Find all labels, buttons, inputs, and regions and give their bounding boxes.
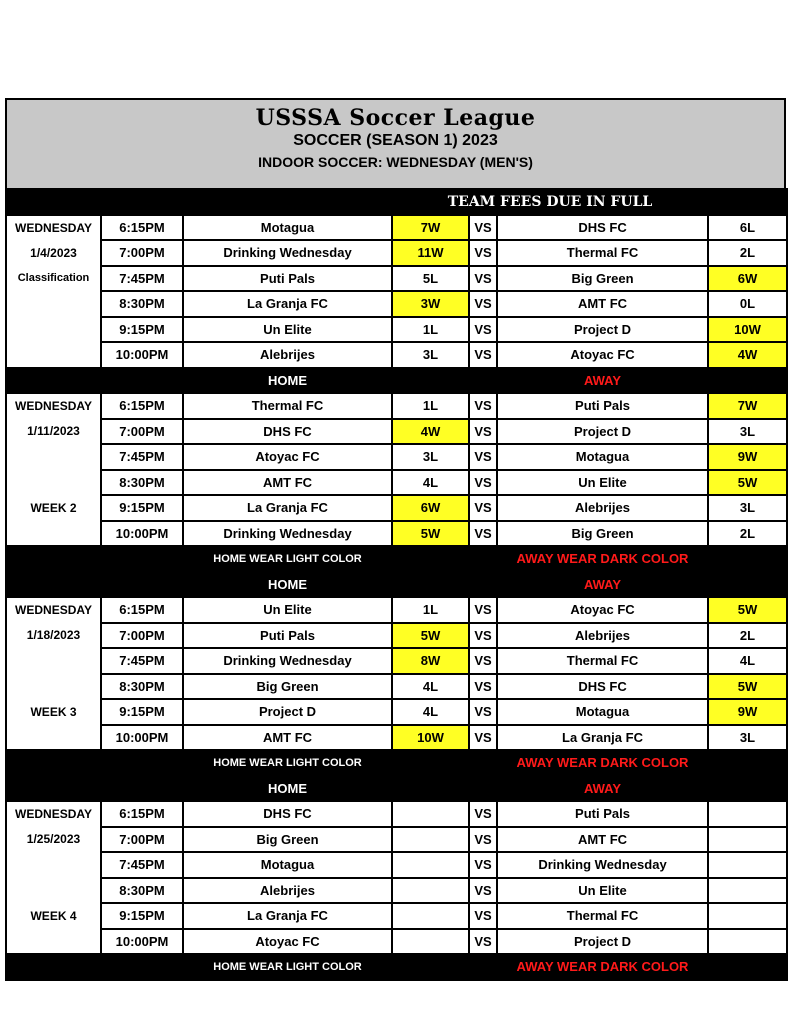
away-score	[708, 878, 787, 904]
versus: VS	[469, 444, 497, 470]
home-score: 6W	[392, 495, 469, 521]
home-score	[392, 929, 469, 955]
away-team: Thermal FC	[497, 240, 708, 266]
away-team: Puti Pals	[497, 801, 708, 827]
away-team: Big Green	[497, 521, 708, 547]
away-label: AWAY	[497, 776, 708, 802]
game-row	[6, 342, 787, 368]
spacer	[392, 368, 469, 394]
spacer	[101, 750, 183, 776]
day-cell	[6, 521, 101, 547]
home-score: 4W	[392, 419, 469, 445]
home-score: 5L	[392, 266, 469, 292]
away-score: 4L	[708, 648, 787, 674]
home-score: 3L	[392, 342, 469, 368]
home-score: 8W	[392, 648, 469, 674]
spacer	[101, 368, 183, 394]
away-score: 6L	[708, 215, 787, 241]
home-wear-notice: HOME WEAR LIGHT COLOR	[183, 954, 392, 980]
home-score: 3W	[392, 291, 469, 317]
versus: VS	[469, 342, 497, 368]
game-row	[6, 495, 787, 521]
away-score: 5W	[708, 674, 787, 700]
home-score: 4L	[392, 674, 469, 700]
home-score: 1L	[392, 393, 469, 419]
spacer	[708, 572, 787, 598]
home-team: AMT FC	[183, 725, 392, 751]
home-score: 5W	[392, 521, 469, 547]
spacer	[469, 546, 497, 572]
away-team: Project D	[497, 317, 708, 343]
away-team: Project D	[497, 929, 708, 955]
day-cell	[6, 648, 101, 674]
game-time: 7:00PM	[101, 419, 183, 445]
away-score: 2L	[708, 240, 787, 266]
game-time: 7:45PM	[101, 444, 183, 470]
game-row	[6, 521, 787, 547]
home-team: Atoyac FC	[183, 929, 392, 955]
home-team: Un Elite	[183, 317, 392, 343]
game-time: 7:45PM	[101, 266, 183, 292]
spacer	[101, 954, 183, 980]
day-name: WEDNESDAY	[6, 801, 101, 827]
versus: VS	[469, 929, 497, 955]
game-row	[6, 215, 787, 241]
away-team: Project D	[497, 419, 708, 445]
fees-row	[6, 189, 787, 215]
home-team: Thermal FC	[183, 393, 392, 419]
game-time: 10:00PM	[101, 929, 183, 955]
home-score	[392, 827, 469, 853]
home-team: DHS FC	[183, 419, 392, 445]
wear-row	[6, 954, 787, 980]
spacer	[469, 572, 497, 598]
day-cell	[6, 317, 101, 343]
home-away-row	[6, 368, 787, 394]
home-away-row	[6, 572, 787, 598]
home-score	[392, 852, 469, 878]
spacer	[708, 954, 787, 980]
home-score: 5W	[392, 623, 469, 649]
game-row	[6, 903, 787, 929]
versus: VS	[469, 215, 497, 241]
home-team: La Granja FC	[183, 291, 392, 317]
home-team: AMT FC	[183, 470, 392, 496]
day-cell	[6, 342, 101, 368]
home-score: 10W	[392, 725, 469, 751]
wear-row	[6, 546, 787, 572]
versus: VS	[469, 903, 497, 929]
division-subtitle: INDOOR SOCCER: WEDNESDAY (MEN'S)	[258, 154, 533, 170]
home-team: Drinking Wednesday	[183, 521, 392, 547]
home-team: Drinking Wednesday	[183, 648, 392, 674]
day-name: WEDNESDAY	[6, 215, 101, 241]
day-cell	[6, 725, 101, 751]
game-time: 7:00PM	[101, 827, 183, 853]
spacer	[6, 546, 101, 572]
spacer	[469, 750, 497, 776]
spacer	[392, 750, 469, 776]
away-team: Un Elite	[497, 878, 708, 904]
away-label: AWAY	[497, 368, 708, 394]
day-name: WEDNESDAY	[6, 597, 101, 623]
schedule-sheet	[5, 98, 786, 981]
game-row	[6, 470, 787, 496]
away-wear-notice: AWAY WEAR DARK COLOR	[497, 750, 708, 776]
spacer	[392, 572, 469, 598]
home-team: Project D	[183, 699, 392, 725]
versus: VS	[469, 623, 497, 649]
spacer	[708, 750, 787, 776]
game-time: 6:15PM	[101, 393, 183, 419]
game-row	[6, 291, 787, 317]
game-row	[6, 623, 787, 649]
game-time: 10:00PM	[101, 521, 183, 547]
game-row	[6, 699, 787, 725]
game-time: 7:45PM	[101, 852, 183, 878]
away-score: 3L	[708, 495, 787, 521]
home-away-row	[6, 776, 787, 802]
game-time: 8:30PM	[101, 674, 183, 700]
home-team: Puti Pals	[183, 266, 392, 292]
home-team: La Granja FC	[183, 495, 392, 521]
home-wear-notice: HOME WEAR LIGHT COLOR	[183, 546, 392, 572]
away-score	[708, 852, 787, 878]
game-time: 10:00PM	[101, 725, 183, 751]
game-time: 6:15PM	[101, 215, 183, 241]
versus: VS	[469, 240, 497, 266]
day-cell	[6, 291, 101, 317]
game-time: 7:45PM	[101, 648, 183, 674]
spacer	[101, 546, 183, 572]
game-time: 9:15PM	[101, 495, 183, 521]
away-team: Big Green	[497, 266, 708, 292]
home-team: Drinking Wednesday	[183, 240, 392, 266]
home-label: HOME	[183, 776, 392, 802]
game-row	[6, 648, 787, 674]
week-label: Classification	[6, 266, 101, 292]
game-row	[6, 419, 787, 445]
away-score: 7W	[708, 393, 787, 419]
game-time: 9:15PM	[101, 317, 183, 343]
away-team: Thermal FC	[497, 648, 708, 674]
away-score: 9W	[708, 444, 787, 470]
away-score: 2L	[708, 623, 787, 649]
away-score: 0L	[708, 291, 787, 317]
day-cell	[6, 444, 101, 470]
spacer	[469, 368, 497, 394]
spacer	[392, 954, 469, 980]
spacer	[6, 750, 101, 776]
spacer	[6, 954, 101, 980]
home-label: HOME	[183, 572, 392, 598]
away-team: Atoyac FC	[497, 342, 708, 368]
spacer	[101, 572, 183, 598]
away-score: 10W	[708, 317, 787, 343]
spacer	[469, 954, 497, 980]
versus: VS	[469, 674, 497, 700]
away-score: 9W	[708, 699, 787, 725]
spacer	[6, 189, 101, 215]
away-team: Alebrijes	[497, 623, 708, 649]
week-label: WEEK 3	[6, 699, 101, 725]
game-date: 1/18/2023	[6, 623, 101, 649]
away-score	[708, 929, 787, 955]
game-row	[6, 266, 787, 292]
spacer	[6, 572, 101, 598]
game-row	[6, 852, 787, 878]
away-label: AWAY	[497, 572, 708, 598]
away-team: Atoyac FC	[497, 597, 708, 623]
game-date: 1/11/2023	[6, 419, 101, 445]
home-score: 11W	[392, 240, 469, 266]
wear-row	[6, 750, 787, 776]
home-score	[392, 878, 469, 904]
away-score: 2L	[708, 521, 787, 547]
game-time: 6:15PM	[101, 801, 183, 827]
versus: VS	[469, 597, 497, 623]
home-wear-notice: HOME WEAR LIGHT COLOR	[183, 750, 392, 776]
spacer	[6, 776, 101, 802]
day-cell	[6, 470, 101, 496]
game-time: 8:30PM	[101, 291, 183, 317]
away-score: 3L	[708, 725, 787, 751]
away-team: AMT FC	[497, 827, 708, 853]
spacer	[6, 368, 101, 394]
day-cell	[6, 852, 101, 878]
home-team: Motagua	[183, 852, 392, 878]
schedule-table	[5, 188, 788, 981]
away-team: Motagua	[497, 699, 708, 725]
home-score: 3L	[392, 444, 469, 470]
away-team: DHS FC	[497, 215, 708, 241]
home-team: Big Green	[183, 827, 392, 853]
versus: VS	[469, 648, 497, 674]
spacer	[392, 776, 469, 802]
versus: VS	[469, 801, 497, 827]
game-row	[6, 878, 787, 904]
spacer	[469, 776, 497, 802]
versus: VS	[469, 852, 497, 878]
spacer	[101, 189, 183, 215]
away-wear-notice: AWAY WEAR DARK COLOR	[497, 546, 708, 572]
home-team: Alebrijes	[183, 878, 392, 904]
away-team: La Granja FC	[497, 725, 708, 751]
game-time: 8:30PM	[101, 470, 183, 496]
versus: VS	[469, 878, 497, 904]
versus: VS	[469, 393, 497, 419]
away-team: Motagua	[497, 444, 708, 470]
game-time: 7:00PM	[101, 240, 183, 266]
home-label: HOME	[183, 368, 392, 394]
game-date: 1/25/2023	[6, 827, 101, 853]
versus: VS	[469, 470, 497, 496]
game-row	[6, 801, 787, 827]
game-row	[6, 444, 787, 470]
away-wear-notice: AWAY WEAR DARK COLOR	[497, 954, 708, 980]
week-label: WEEK 4	[6, 903, 101, 929]
away-score: 4W	[708, 342, 787, 368]
spacer	[101, 776, 183, 802]
away-score: 3L	[708, 419, 787, 445]
away-team: Un Elite	[497, 470, 708, 496]
versus: VS	[469, 521, 497, 547]
away-team: Alebrijes	[497, 495, 708, 521]
game-time: 8:30PM	[101, 878, 183, 904]
away-team: Puti Pals	[497, 393, 708, 419]
versus: VS	[469, 291, 497, 317]
home-team: Un Elite	[183, 597, 392, 623]
away-score: 6W	[708, 266, 787, 292]
week-label: WEEK 2	[6, 495, 101, 521]
game-row	[6, 725, 787, 751]
versus: VS	[469, 419, 497, 445]
away-team: AMT FC	[497, 291, 708, 317]
spacer	[183, 189, 392, 215]
versus: VS	[469, 699, 497, 725]
game-row	[6, 597, 787, 623]
away-team: Thermal FC	[497, 903, 708, 929]
spacer	[708, 776, 787, 802]
home-team: Puti Pals	[183, 623, 392, 649]
home-score	[392, 801, 469, 827]
home-score: 4L	[392, 699, 469, 725]
home-team: Alebrijes	[183, 342, 392, 368]
game-row	[6, 827, 787, 853]
home-team: Big Green	[183, 674, 392, 700]
home-team: La Granja FC	[183, 903, 392, 929]
away-score	[708, 801, 787, 827]
away-score: 5W	[708, 597, 787, 623]
home-score: 1L	[392, 597, 469, 623]
game-time: 6:15PM	[101, 597, 183, 623]
versus: VS	[469, 495, 497, 521]
fees-notice: TEAM FEES DUE IN FULL	[392, 189, 708, 215]
home-team: Atoyac FC	[183, 444, 392, 470]
game-row	[6, 240, 787, 266]
versus: VS	[469, 317, 497, 343]
versus: VS	[469, 266, 497, 292]
day-name: WEDNESDAY	[6, 393, 101, 419]
game-time: 10:00PM	[101, 342, 183, 368]
away-score	[708, 827, 787, 853]
spacer	[708, 368, 787, 394]
versus: VS	[469, 827, 497, 853]
header-panel	[5, 98, 786, 188]
game-row	[6, 393, 787, 419]
home-team: DHS FC	[183, 801, 392, 827]
home-score	[392, 903, 469, 929]
game-row	[6, 929, 787, 955]
versus: VS	[469, 725, 497, 751]
day-cell	[6, 674, 101, 700]
spacer	[708, 189, 787, 215]
game-row	[6, 317, 787, 343]
home-score: 4L	[392, 470, 469, 496]
away-score	[708, 903, 787, 929]
away-team: DHS FC	[497, 674, 708, 700]
spacer	[708, 546, 787, 572]
day-cell	[6, 878, 101, 904]
game-time: 9:15PM	[101, 699, 183, 725]
spacer	[392, 546, 469, 572]
away-score: 5W	[708, 470, 787, 496]
game-time: 9:15PM	[101, 903, 183, 929]
game-row	[6, 674, 787, 700]
home-score: 1L	[392, 317, 469, 343]
home-score: 7W	[392, 215, 469, 241]
game-date: 1/4/2023	[6, 240, 101, 266]
away-team: Drinking Wednesday	[497, 852, 708, 878]
league-title: USSSA Soccer League	[255, 105, 536, 131]
game-time: 7:00PM	[101, 623, 183, 649]
season-subtitle: SOCCER (SEASON 1) 2023	[293, 132, 498, 149]
day-cell	[6, 929, 101, 955]
home-team: Motagua	[183, 215, 392, 241]
